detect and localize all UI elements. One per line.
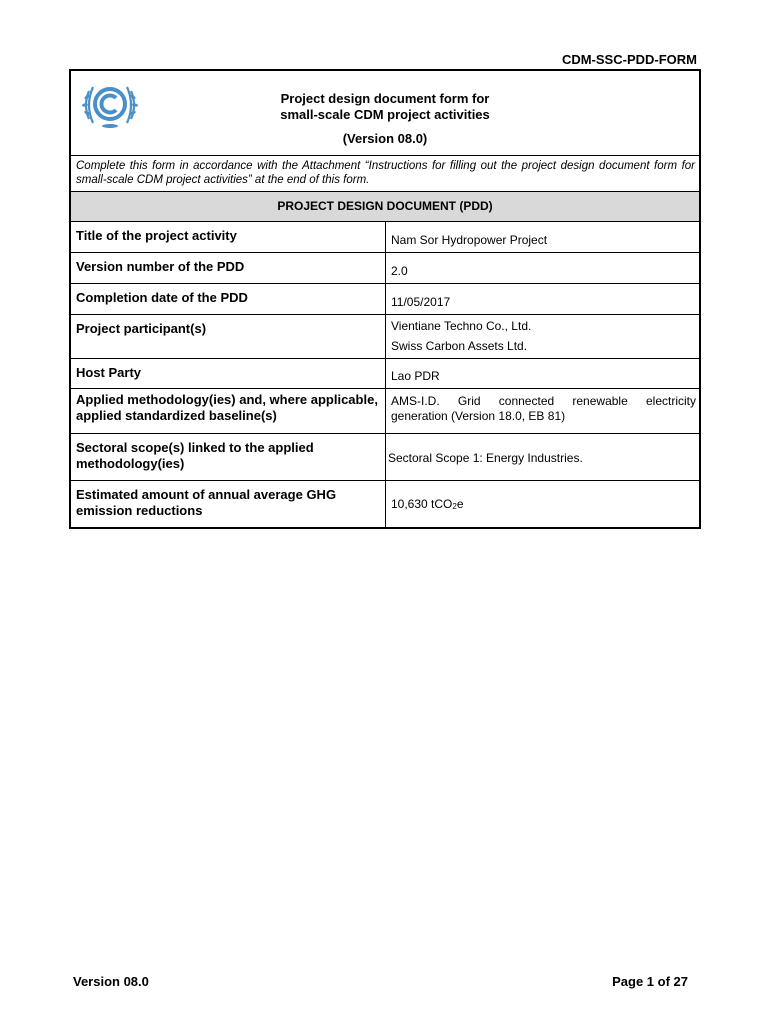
instructions-text: Complete this form in accordance with the Attachment “Instructions for filling out the project design document form for small-scale CDM project activities” at the end of this form. [71, 156, 699, 192]
emission-reductions-subscript: 2 [452, 501, 457, 511]
completion-date-value: 11/05/2017 [391, 295, 451, 309]
row-value [386, 315, 699, 358]
methodology-value: AMS-I.D. Grid connected renewable electricity generation (Version 18.0, EB 81) [391, 394, 696, 423]
participant-1-value: Vientiane Techno Co., Ltd. [391, 319, 532, 333]
table-row [71, 222, 699, 253]
host-party-value: Lao PDR [391, 369, 440, 383]
table-row [71, 389, 699, 434]
form-code: CDM-SSC-PDD-FORM [561, 52, 697, 67]
form-version: (Version 08.0) [342, 131, 428, 146]
form-title-line-1: Project design document form for [280, 91, 490, 106]
row-label: Completion date of the PDD [71, 284, 386, 314]
row-value [386, 253, 699, 283]
row-label: Estimated amount of annual average GHG emission reductions [71, 481, 386, 527]
row-label: Applied methodology(ies) and, where applicable, applied standardized baseline(s) [71, 389, 386, 433]
emission-reductions-value [391, 497, 696, 514]
row-value [386, 359, 699, 388]
row-label: Host Party [71, 359, 386, 388]
footer-page-number: Page 1 of 27 [612, 974, 688, 989]
table-row [71, 253, 699, 284]
table-row [71, 359, 699, 389]
sectoral-scope-value: Sectoral Scope 1: Energy Industries. [388, 450, 583, 465]
row-value [386, 389, 699, 433]
table-row [71, 284, 699, 315]
form-title-block [71, 91, 699, 147]
row-value [386, 434, 699, 480]
form-title-line-2: small-scale CDM project activities [280, 107, 490, 122]
emission-reductions-amount: 10,630 tCO [391, 496, 453, 511]
emission-reductions-unit-suffix: e [456, 496, 464, 511]
row-value [386, 222, 699, 252]
row-label: Project participant(s) [71, 315, 386, 358]
pdd-version-value: 2.0 [391, 264, 408, 278]
table-row [71, 315, 699, 359]
section-title: PROJECT DESIGN DOCUMENT (PDD) [71, 192, 699, 222]
table-row [71, 434, 699, 481]
table-row [71, 481, 699, 527]
participant-2-value: Swiss Carbon Assets Ltd. [391, 339, 528, 353]
row-label: Title of the project activity [71, 222, 386, 252]
form-header [71, 71, 699, 156]
project-title-value: Nam Sor Hydropower Project [391, 233, 548, 247]
footer-version: Version 08.0 [73, 974, 149, 989]
row-value [386, 284, 699, 314]
row-value [386, 481, 699, 527]
row-label: Version number of the PDD [71, 253, 386, 283]
row-label: Sectoral scope(s) linked to the applied methodology(ies) [71, 434, 386, 480]
pdd-form [69, 69, 701, 529]
